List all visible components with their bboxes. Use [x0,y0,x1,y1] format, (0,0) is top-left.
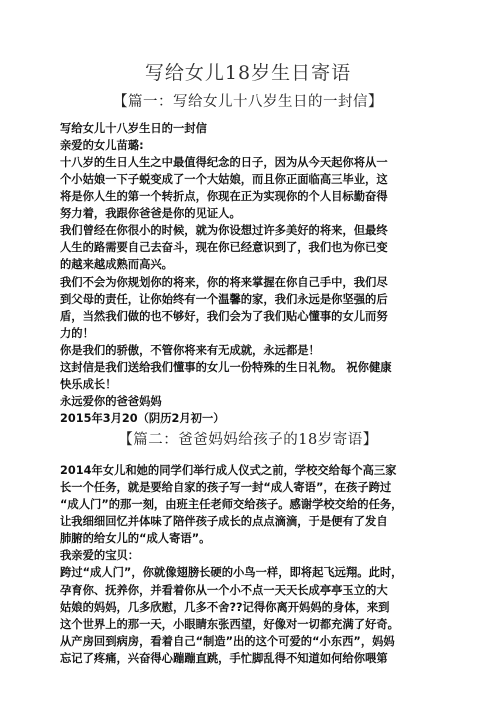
body-line: 让我细细回忆并体味了陪伴孩子成长的点点滴滴，于是便有了发自 [60,515,388,528]
body-line: 到父母的责任，让你始终有一个温馨的家，我们永远是你坚强的后 [60,293,388,306]
body-line: 十八岁的生日人生之中最值得纪念的日子，因为从今天起你将从一 [60,156,388,169]
body-line: 从产房回到病房，看着自己“制造”出的这个可爱的“小东西”，妈妈 [60,635,395,648]
body-line: 忘记了疼痛，兴奋得心蹦蹦直跳，手忙脚乱得不知道如何给你喂第 [60,652,388,665]
body-line: 人生的路需要自己去奋斗，现在你已经意识到了，我们也为你已变 [60,241,388,254]
body-line: 力的！ [60,327,94,340]
body-line: “成人门”的那一刻，由班主任老师交给孩子。感谢学校交给的任务， [60,498,403,511]
document-title: 写给女儿18岁生日寄语 [144,62,352,84]
body-line: 长一个任务，就是要给自家的孩子写一封“成人寄语”，在孩子跨过 [60,481,392,494]
body-line: 我亲爱的宝贝： [60,549,140,562]
body-line: 我们曾经在你很小的时候，就为你设想过许多美好的将来，但最终 [60,224,388,237]
body-line: 我们不会为你规划你的将来，你的将来掌握在你自己手中，我们尽 [60,276,388,289]
body-line: 亲爱的女儿苗璐: [60,139,144,152]
body-line: 孕育你、抚养你，并看着你从一个小不点一天天长成亭亭玉立的大 [60,584,388,597]
body-line: 你是我们的骄傲，不管你将来有无成就，永远都是！ [60,344,320,357]
body-line: 肺腑的给女儿的“成人寄语”。 [60,532,211,545]
signature-line: 永远爱你的爸爸妈妈 [60,395,162,408]
body-line: 这个世界上的那一天，小眼睛东张西望，好像对一切都充满了好奇。 [60,618,399,631]
body-line: 个小姑娘一下子蜕变成了一个大姑娘，而且你正面临高三毕业，这 [60,173,388,186]
date-line: 2015年3月20（阴历2月初一） [60,412,225,425]
body-line: 姑娘的妈妈，几多欣慰，几多不舍??记得你离开妈妈的身体，来到 [60,601,390,614]
body-line: 写给女儿十八岁生日的一封信 [60,122,207,135]
body-line: 这封信是我们送给我们懂事的女儿一份特殊的生日礼物。 祝你健康 [60,361,392,374]
body-line: 2014年女儿和她的同学们举行成人仪式之前，学校交给每个高三家 [60,464,397,477]
section-1-heading: 【篇一：写给女儿十八岁生日的一封信】 [113,94,383,110]
body-line: 将是你人生的第一个转折点，你现在正为实现你的个人目标勤奋得 [60,190,388,203]
section-2-heading: 【篇二：爸爸妈妈给孩子的18岁寄语】 [118,432,378,448]
body-line: 快乐成长！ [60,378,117,391]
body-line: 跨过“成人门”，你就像翅膀长硬的小鸟一样，即将起飞远翔。此时， [60,566,403,579]
body-line: 盾，当然我们做的也不够好，我们会为了我们贴心懂事的女儿而努 [60,310,388,323]
body-line: 的越来越成熟而高兴。 [60,258,173,271]
body-line: 努力着，我跟你爸爸是你的见证人。 [60,207,241,220]
